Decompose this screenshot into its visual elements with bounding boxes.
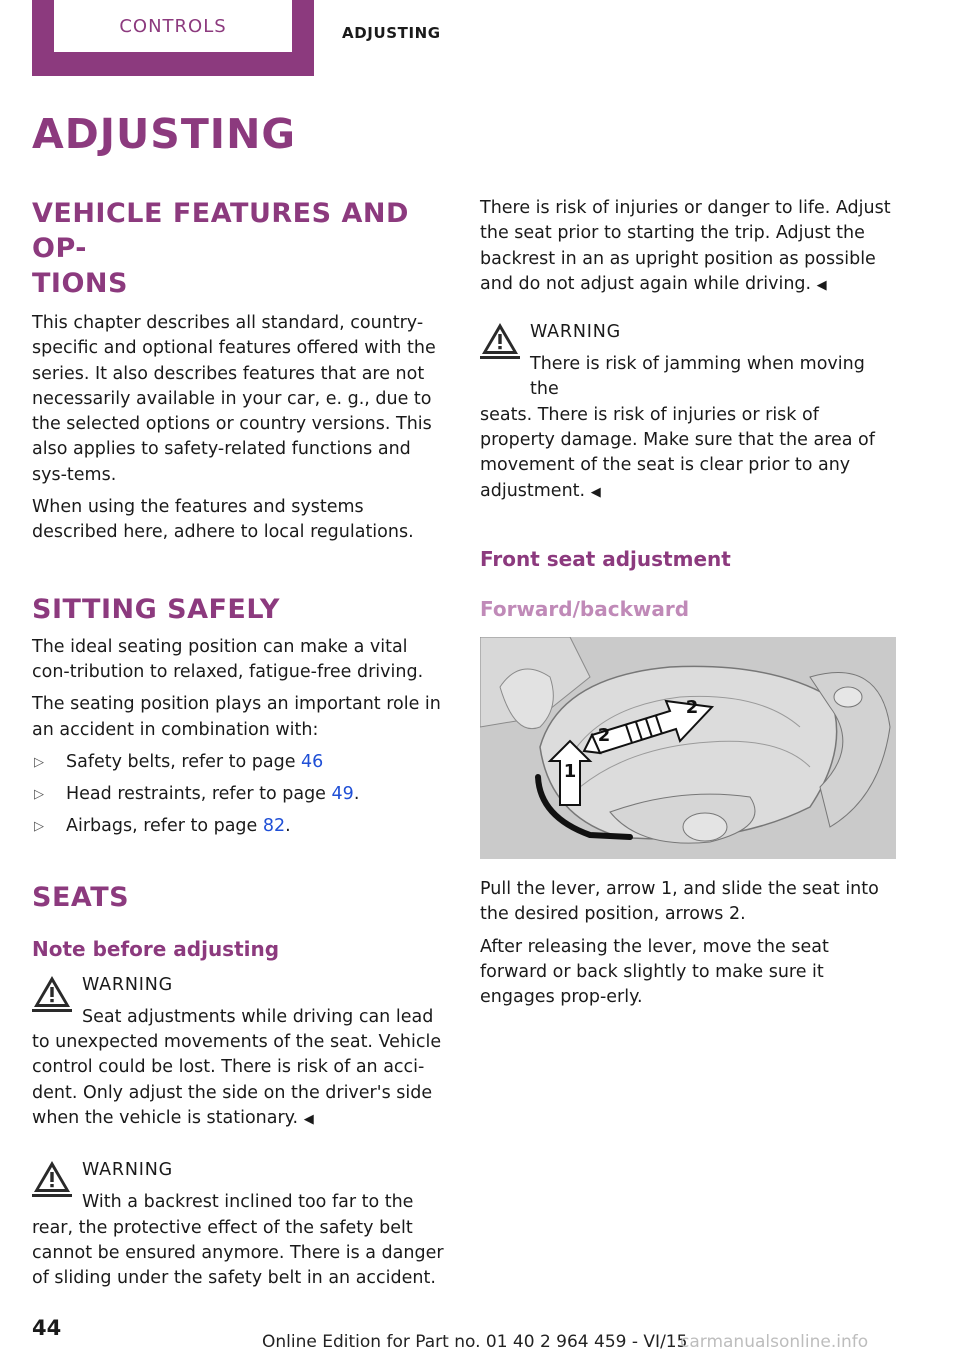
right-paragraph-1: There is risk of injuries or danger to life. Adjust the seat prior to starting the trip. Adjust the backrest in an as upright position as possible and do not adjust again while driving. ◀ [480, 198, 891, 294]
warning-text-first: There is risk of jamming when moving the [530, 354, 865, 400]
arrow-1-label: 1 [563, 760, 577, 782]
left-column [32, 196, 448, 1291]
page-title: ADJUSTING [32, 110, 297, 158]
end-mark-icon: ◀ [303, 1111, 314, 1127]
seat-illustration [480, 637, 896, 859]
end-mark-icon: ◀ [816, 277, 827, 293]
warning-label: WARNING [82, 974, 173, 995]
page-number: 44 [32, 1316, 62, 1340]
warning-triangle-icon [32, 1158, 72, 1198]
bullet-triangle-icon: ▷ [34, 787, 44, 803]
warning-text-first: Seat adjustments while driving can lead [82, 1006, 434, 1027]
page-link-82[interactable]: 82 [262, 816, 286, 837]
vehicle-heading-line2: TIONS [32, 268, 128, 299]
sitting-bullet-list [32, 750, 448, 840]
arrow-2-label-rear: 2 [597, 724, 611, 746]
header-tab-controls[interactable] [54, 0, 292, 52]
watermark-text: carmanualsonline.info [680, 1332, 869, 1352]
end-mark-icon: ◀ [590, 484, 601, 500]
warning-triangle-icon [32, 973, 72, 1013]
warning-block-2 [32, 1158, 448, 1291]
header-breadcrumb: ADJUSTING [342, 24, 441, 42]
forward-backward-heading: Forward/backward [480, 596, 690, 621]
vehicle-paragraph-2: When using the features and systems described here, adhere to local regulations. [32, 497, 414, 543]
sitting-paragraph-2: The seating position plays an important role in an accident in combination with: [32, 694, 441, 740]
vehicle-heading-line1: VEHICLE FEATURES AND OP- [32, 198, 409, 264]
note-before-adjusting-heading: Note before adjusting [32, 936, 280, 961]
warning-block-1 [32, 973, 448, 1132]
vehicle-paragraph-1: This chapter describes all standard, country-specific and optional features offered with the series. It also describes features that are not necessarily available in your car, e. g., due to the selected options or country versions. This also applies to safety-related functions and sys-tems. [32, 313, 436, 485]
warning-text-rest: to unexpected movements of the seat. Vehicle control could be lost. There is risk of an acci-dent. Only adjust the side on the driver's side when the vehicle is stationary. ◀ [32, 1032, 442, 1128]
list-item: ▷ Airbags, refer to page 82. [32, 814, 448, 839]
right-paragraph-2: Pull the lever, arrow 1, and slide the seat into the desired position, arrows 2. [480, 878, 879, 925]
warning-block-3 [480, 320, 896, 505]
bullet-triangle-icon: ▷ [34, 754, 44, 770]
bullet-triangle-icon: ▷ [34, 819, 44, 835]
arrow-2-label-front: 2 [685, 696, 699, 718]
warning-text-rest: rear, the protective effect of the safety belt cannot be ensured anymore. There is a danger of sliding under the safety belt in an accident. [32, 1217, 444, 1289]
warning-label: WARNING [82, 1160, 173, 1181]
list-item: ▷ Safety belts, refer to page 46 [32, 750, 448, 775]
warning-text-first: With a backrest inclined too far to the [82, 1192, 414, 1213]
sitting-safely-heading: SITTING SAFELY [32, 593, 280, 625]
sitting-paragraph-1: The ideal seating position can make a vital con-tribution to relaxed, fatigue-free driving. [32, 636, 424, 682]
front-seat-adjustment-heading: Front seat adjustment [480, 546, 731, 571]
seat-adjustment-figure [480, 637, 896, 859]
warning-label: WARNING [530, 322, 621, 343]
warning-text-rest: seats. There is risk of injuries or risk of property damage. Make sure that the area of movement of the seat is clear prior to any adjustment. ◀ [480, 404, 875, 501]
list-item: ▷ Head restraints, refer to page 49. [32, 782, 448, 807]
footer-edition-text: Online Edition for Part no. 01 40 2 964 459 - VI/15 [262, 1332, 688, 1352]
warning-triangle-icon [480, 320, 520, 360]
page-link-49[interactable]: 49 [331, 784, 354, 805]
page-link-46[interactable]: 46 [301, 751, 324, 772]
vehicle-features-heading [32, 196, 448, 301]
header-tab-label: CONTROLS [119, 15, 227, 37]
seats-heading: SEATS [32, 881, 130, 913]
right-column [480, 196, 896, 1010]
right-paragraph-3: After releasing the lever, move the seat forward or back slightly to make sure it engages prop-erly. [480, 936, 829, 1008]
